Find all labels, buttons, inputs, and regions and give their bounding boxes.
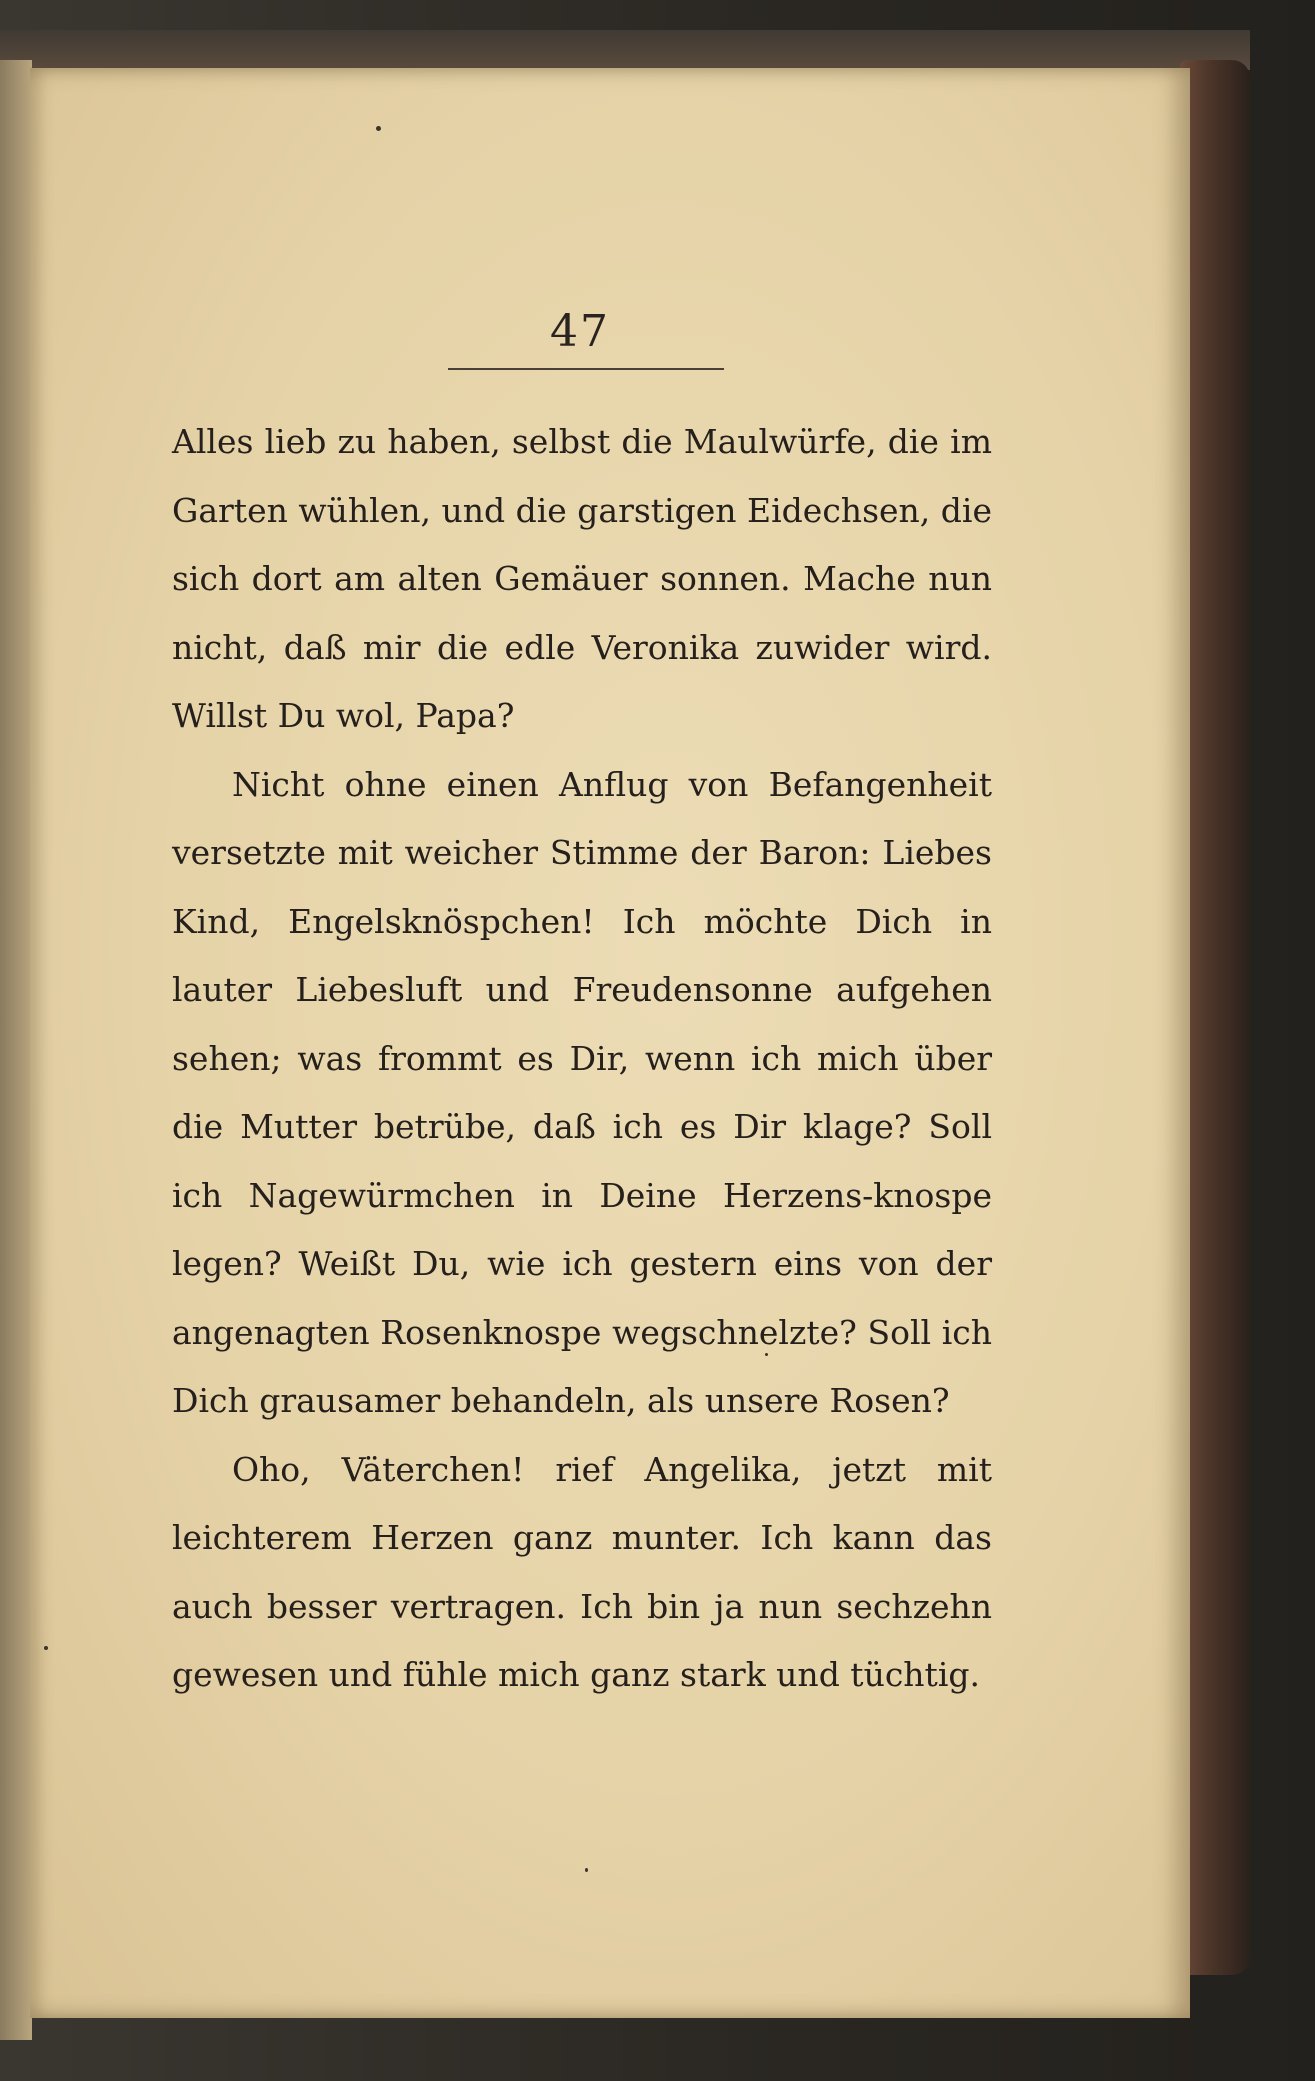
facing-page-edge: [0, 60, 32, 2040]
paper-speck: [765, 1353, 768, 1356]
paper-speck: [585, 1868, 588, 1872]
book-page: [30, 68, 1190, 2018]
page-number: 47: [550, 306, 610, 357]
header-rule: [448, 368, 724, 370]
book-cover-top-edge: [0, 30, 1250, 70]
paragraph-2: Nicht ohne einen Anflug von Befangenheit versetzte mit weicher Stimme der Baron: Liebes Kind, Engelsknöspchen! Ich möchte Dich in lauter Liebesluft und Freudensonne aufgehen sehen; was frommt es Dir, wenn ich mich über die Mutter betrübe, daß ich es Dir klage? Soll ich Nagewürmchen in Deine Herzens-knospe legen? Weißt Du, wie ich gestern eins von der angenagten Rosenknospe wegschnelzte? Soll ich Dich grausamer behandeln, als unsere Rosen?: [172, 764, 992, 1420]
paper-speck: [44, 1646, 48, 1650]
body-text: [172, 408, 992, 1710]
book-cover-right-edge: [1180, 60, 1250, 1975]
paragraph-1: Alles lieb zu haben, selbst die Maulwürfe, die im Garten wühlen, und die garstigen Eidechsen, die sich dort am alten Gemäuer sonnen. Mache nun nicht, daß mir die edle Veronika zuwider wird. Willst Du wol, Papa?: [172, 422, 992, 735]
paper-speck: [376, 126, 381, 131]
paragraph-3: Oho, Väterchen! rief Angelika, jetzt mit leichterem Herzen ganz munter. Ich kann das auch besser vertragen. Ich bin ja nun sechzehn gewesen und fühle mich ganz stark und tüchtig.: [172, 1449, 992, 1694]
